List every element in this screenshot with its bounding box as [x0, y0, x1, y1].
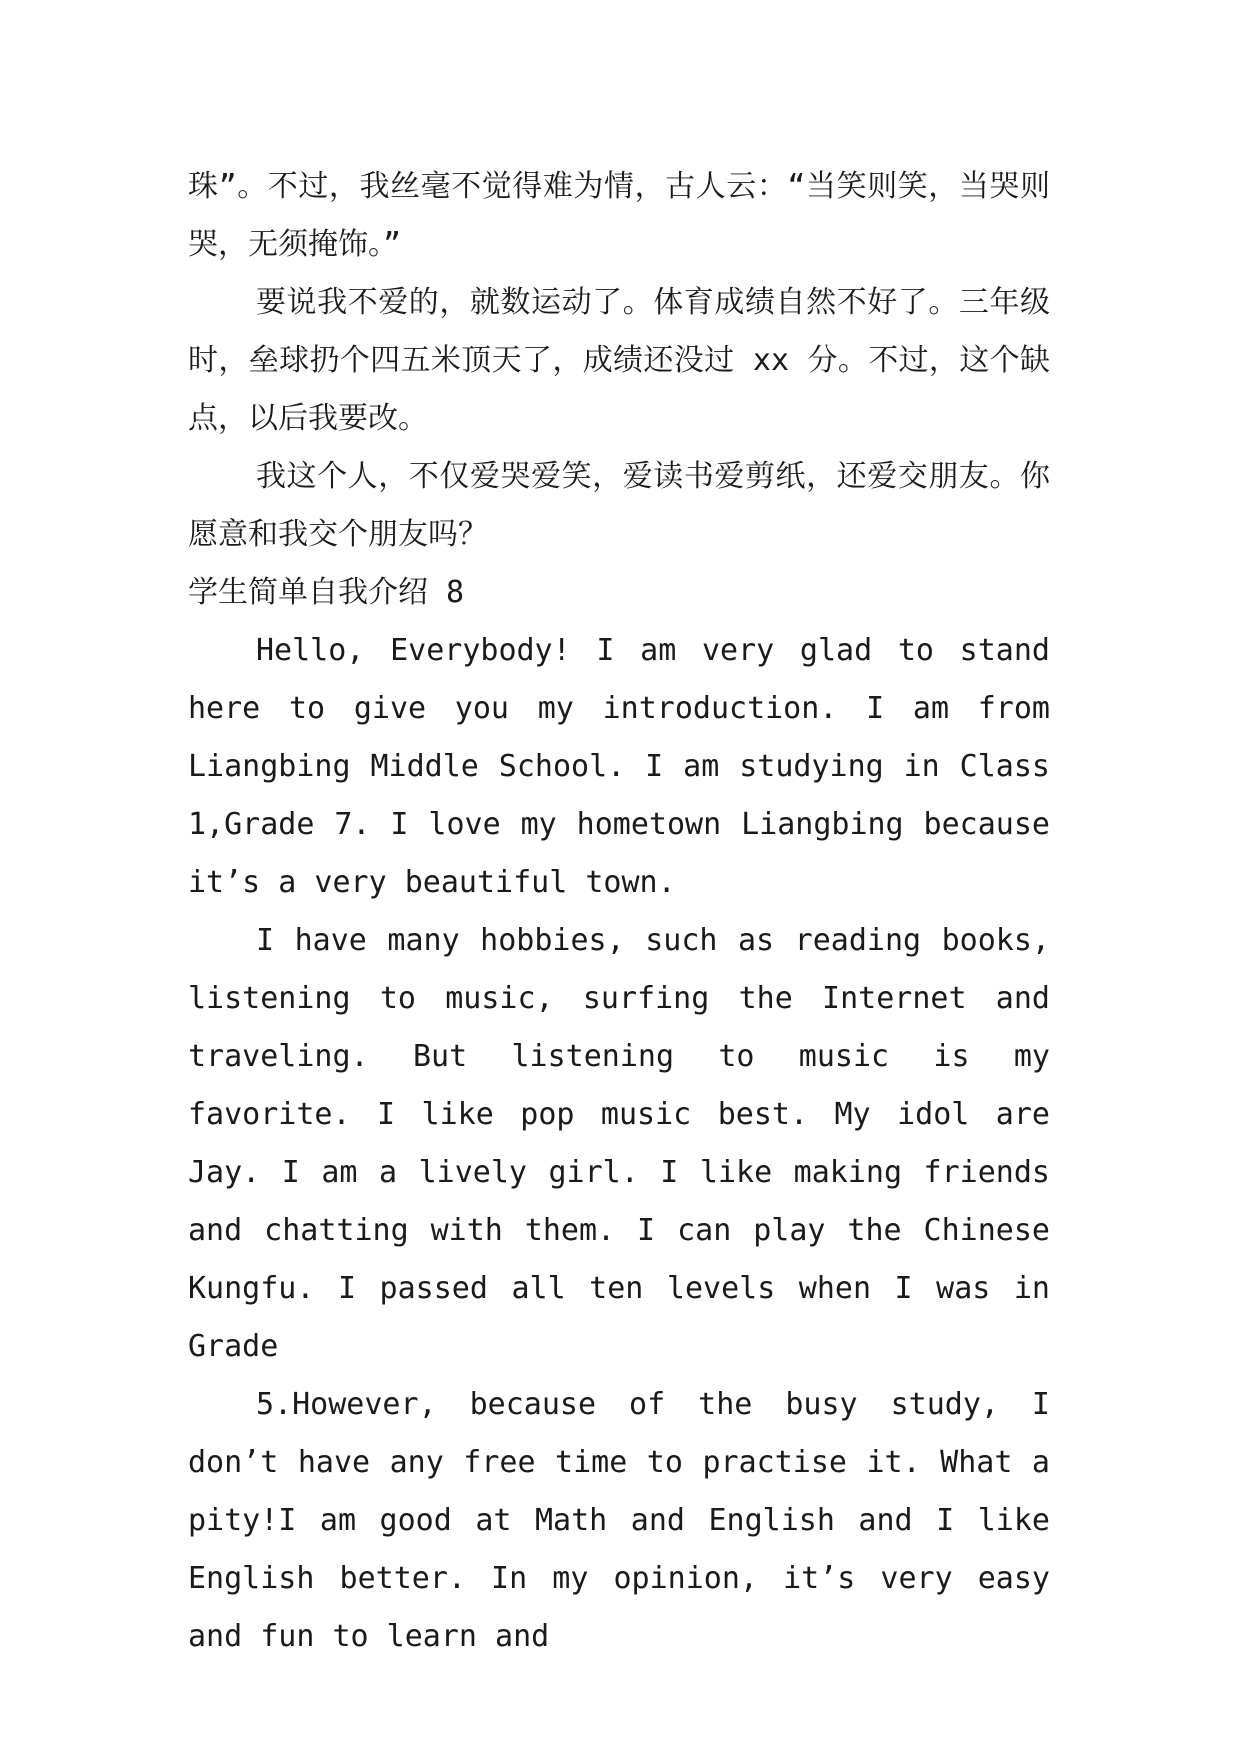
- paragraph-sports: 要说我不爱的，就数运动了。体育成绩自然不好了。三年级时，垒球扔个四五米顶天了，成绩还没过 xx 分。不过，这个缺点，以后我要改。: [188, 285, 1050, 436]
- document-page: [188, 158, 1050, 1666]
- paragraph-continued: 珠”。不过，我丝毫不觉得难为情，古人云：“当笑则笑，当哭则哭，无须掩饰。”: [188, 169, 1050, 262]
- paragraph-hobbies: I have many hobbies, such as reading books, listening to music, surfing the Internet and traveling. But listening to music is my favorite. I like pop music best. My idol are Jay. I am a lively girl. I like making friends and chatting with them. I can play the Chinese Kungfu. I passed all ten levels when I was in Grade: [188, 923, 1050, 1364]
- paragraph-friends: 我这个人，不仅爱哭爱笑，爱读书爱剪纸，还爱交朋友。你愿意和我交个朋友吗？: [188, 459, 1050, 552]
- section-heading: 学生简单自我介绍 8: [188, 575, 465, 610]
- paragraph-study: 5.However, because of the busy study, I don’t have any free time to practise it. What a pity!I am good at Math and English and I like English better. In my opinion, it’s very easy and fun to learn and: [188, 1387, 1050, 1654]
- paragraph-introduction: Hello, Everybody! I am very glad to stand here to give you my introduction. I am from Liangbing Middle School. I am studying in Class 1,Grade 7. I love my hometown Liangbing because it’s a very beautiful town.: [188, 633, 1050, 900]
